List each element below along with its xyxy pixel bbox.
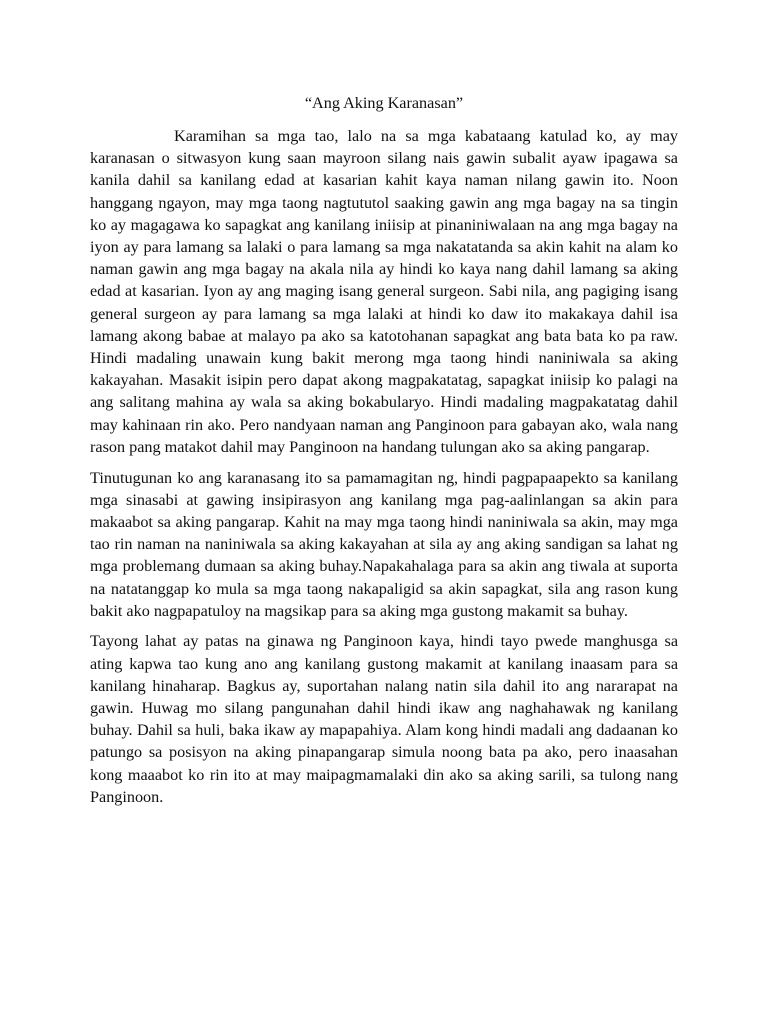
document-body [90,125,678,817]
paragraph-2: Tinutugunan ko ang karanasang ito sa pamamagitan ng, hindi pagpapaapekto sa kanilang mga sinasabi at gawing insipirasyon ang kanilang mga pag-aalinlangan sa akin para makaabot sa aking pangarap. Kahit na may mga taong hindi naniniwala sa akin, may mga tao rin naman na naniniwala sa aking kakayahan at sila ay ang aking sandigan sa lahat ng mga problemang dumaan sa aking buhay.Napakahalaga para sa akin ang tiwala at suporta na natatanggap ko mula sa mga taong nakapaligid sa akin sapagkat, sila ang rason kung bakit ako nagpapatuloy na magsikap para sa aking mga gustong makamit sa buhay. [90,468,678,620]
document-title: “Ang Aking Karanasan” [304,94,464,112]
paragraph-1: Karamihan sa mga tao, lalo na sa mga kabataang katulad ko, ay may karanasan o sitwasyon kung saan mayroon silang nais gawin subalit ayaw ipagawa sa kanila dahil sa kanilang edad at kasarian kahit kaya naman nilang gawin ito. Noon hanggang ngayon, may mga taong nagtututol saaking gawin ang mga bagay na sa tingin ko ay magagawa ko sapagkat ang kanilang iniisip at pinaniniwalaan na ang mga bagay na iyon ay para lamang sa lalaki o para lamang sa mga nakatatanda sa akin kahit na alam ko naman gawin ang mga bagay na akala nila ay hindi ko kaya nang dahil lamang sa aking edad at kasarian. Iyon ay ang maging isang general surgeon. Sabi nila, ang pagiging isang general surgeon ay para lamang sa mga lalaki at hindi ko daw ito makakaya dahil isa lamang akong babae at malayo pa ako sa katotohanan sapagkat ang bata bata ko pa raw. Hindi madaling unawain kung bakit merong mga taong hindi naniniwala sa aking kakayahan. Masakit isipin pero dapat akong magpakatatag, sapagkat iniisip ko palagi na ang salitang mahina ay wala sa aking bokabularyo. Hindi madaling magpakatatag dahil may kahinaan rin ako. Pero nandyaan naman ang Panginoon para gabayan ako, wala nang rason pang matakot dahil may Panginoon na handang tulungan ako sa aking pangarap. [90,127,678,456]
paragraph-3: Tayong lahat ay patas na ginawa ng Panginoon kaya, hindi tayo pwede manghusga sa ating kapwa tao kung ano ang kanilang gustong makamit at kanilang inaasam para sa kanilang hinaharap. Bagkus ay, suportahan nalang natin sila dahil ito ang nararapat na gawin. Huwag mo silang pangunahan dahil hindi ikaw ang naghahawak ng kanilang buhay. Dahil sa huli, baka ikaw ay mapapahiya. Alam kong hindi madali ang dadaanan ko patungo sa posisyon na aking pinapangarap simula noong bata pa ako, pero inaasahan kong maaabot ko rin ito at may maipagmamalaki din ako sa aking sarili, sa tulong nang Panginoon. [90,632,678,806]
